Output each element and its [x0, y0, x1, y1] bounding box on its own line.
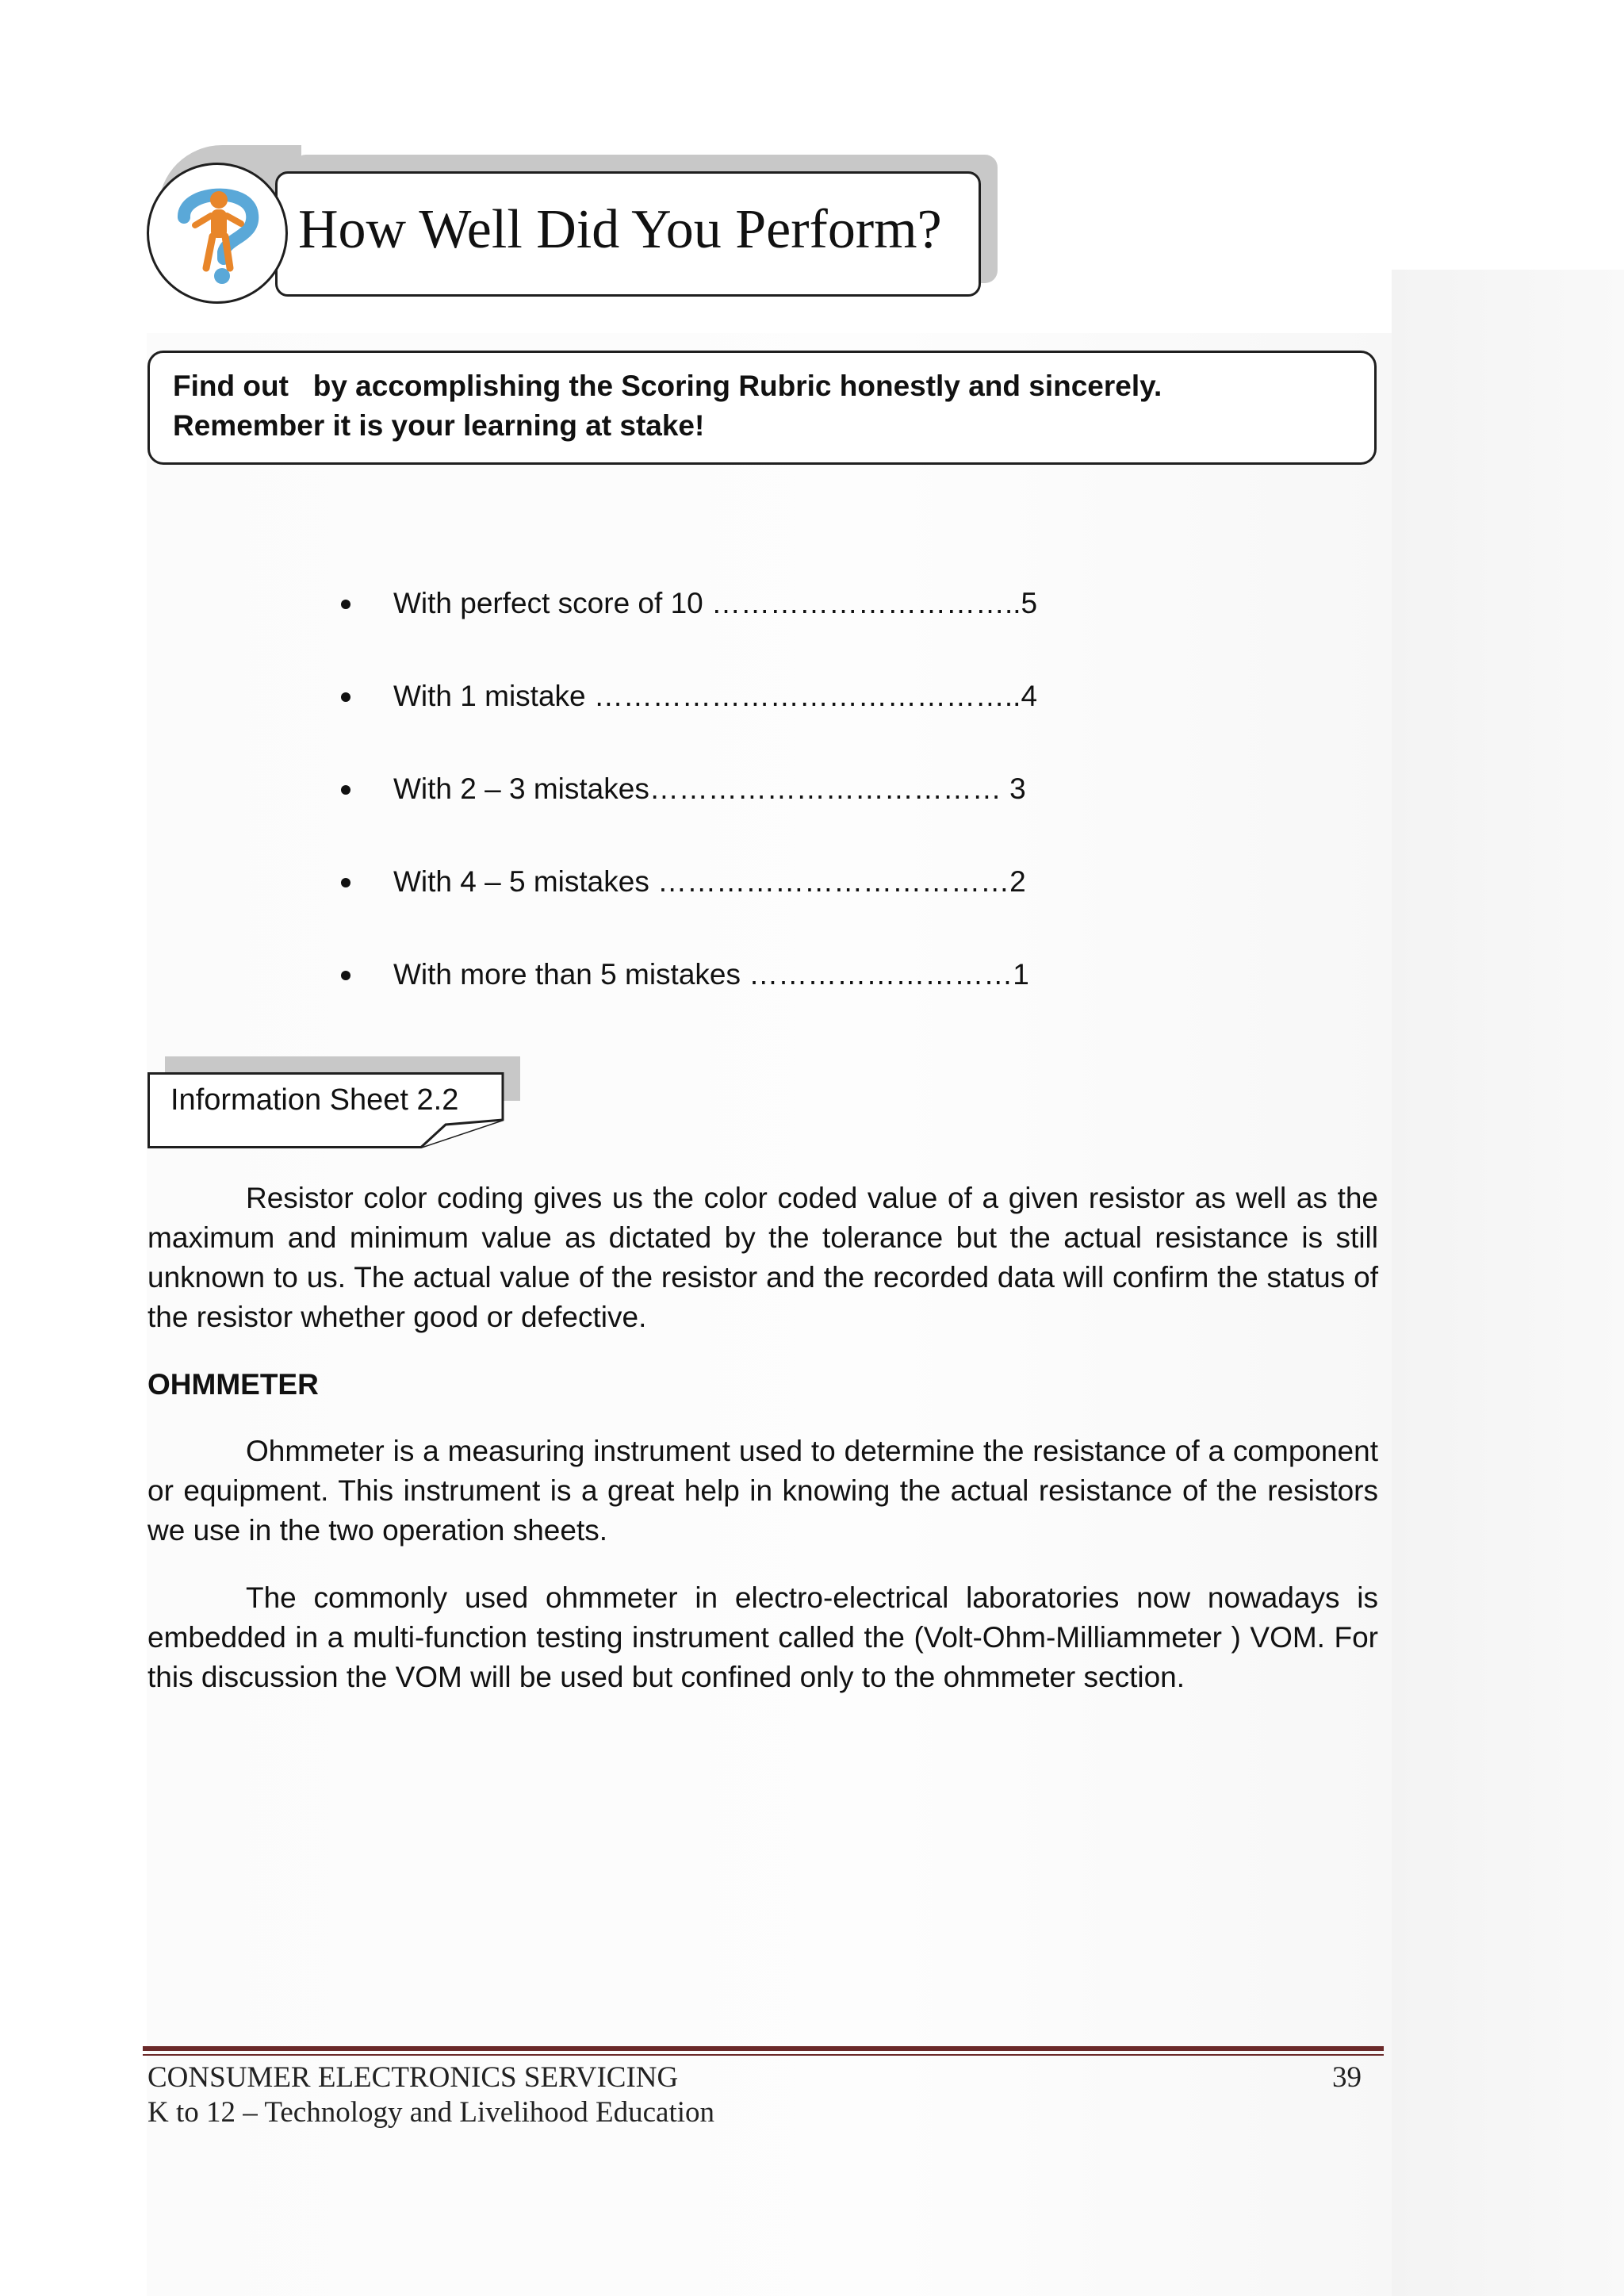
page-number: 39 [1332, 2061, 1362, 2094]
rubric-text: With 2 – 3 mistakes……………………………… 3 [393, 772, 1026, 805]
paragraph-text: The commonly used ohmmeter in electro-electrical laboratories now nowadays is embedded in a multi-function testing instrument called the (Volt-Ohm-Milliammeter ) VOM. For this discussion the VOM will be used but confined only to the ohmmeter section. [147, 1581, 1378, 1693]
rubric-text: With perfect score of 10 …………………………..5 [393, 587, 1038, 619]
paragraph-text: Ohmmeter is a measuring instrument used to determine the resistance of a component or equipment. This instrument is a great help in knowing the actual resistance of the resistors we use in the two operation sheets. [147, 1435, 1378, 1547]
footer-course-title: CONSUMER ELECTRONICS SERVICING [147, 2061, 679, 2094]
instruction-line-1: Find out by accomplishing the Scoring Rubric honestly and sincerely. [173, 370, 1162, 402]
paragraph-vom [147, 1578, 1378, 1697]
bullet-icon [341, 878, 350, 887]
instruction-box [147, 351, 1377, 465]
bullet-icon [341, 692, 350, 702]
section-heading-ohmmeter: OHMMETER [147, 1368, 319, 1401]
footer-rule-thin [143, 2054, 1384, 2056]
page-edge-shade [1392, 270, 1624, 2296]
rubric-text: With 1 mistake ……………………………………..4 [393, 680, 1038, 712]
header-icon-circle [147, 163, 288, 304]
rubric-text: With more than 5 mistakes ………………………1 [393, 958, 1029, 991]
question-mark-figure-icon [160, 176, 274, 290]
page-title: How Well Did You Perform? [298, 199, 942, 260]
footer-subject: K to 12 – Technology and Livelihood Education [147, 2096, 715, 2129]
paragraph-resistor-color-coding [147, 1179, 1378, 1337]
paragraph-ohmmeter-definition [147, 1432, 1378, 1550]
bullet-icon [341, 600, 350, 609]
paragraph-text: Resistor color coding gives us the color coded value of a given resistor as well as the maximum and minimum value as dictated by the tolerance but the actual resistance is still unknown to us. The actual value of the resistor and the recorded data will confirm the status of the resistor whether good or defective. [147, 1182, 1378, 1333]
instruction-line-2: Remember it is your learning at stake! [173, 409, 705, 442]
footer-rule [143, 2046, 1384, 2051]
bullet-icon [341, 785, 350, 795]
bullet-icon [341, 971, 350, 980]
rubric-text: With 4 – 5 mistakes ………………………………2 [393, 865, 1026, 898]
info-sheet-label: Information Sheet 2.2 [170, 1083, 459, 1117]
